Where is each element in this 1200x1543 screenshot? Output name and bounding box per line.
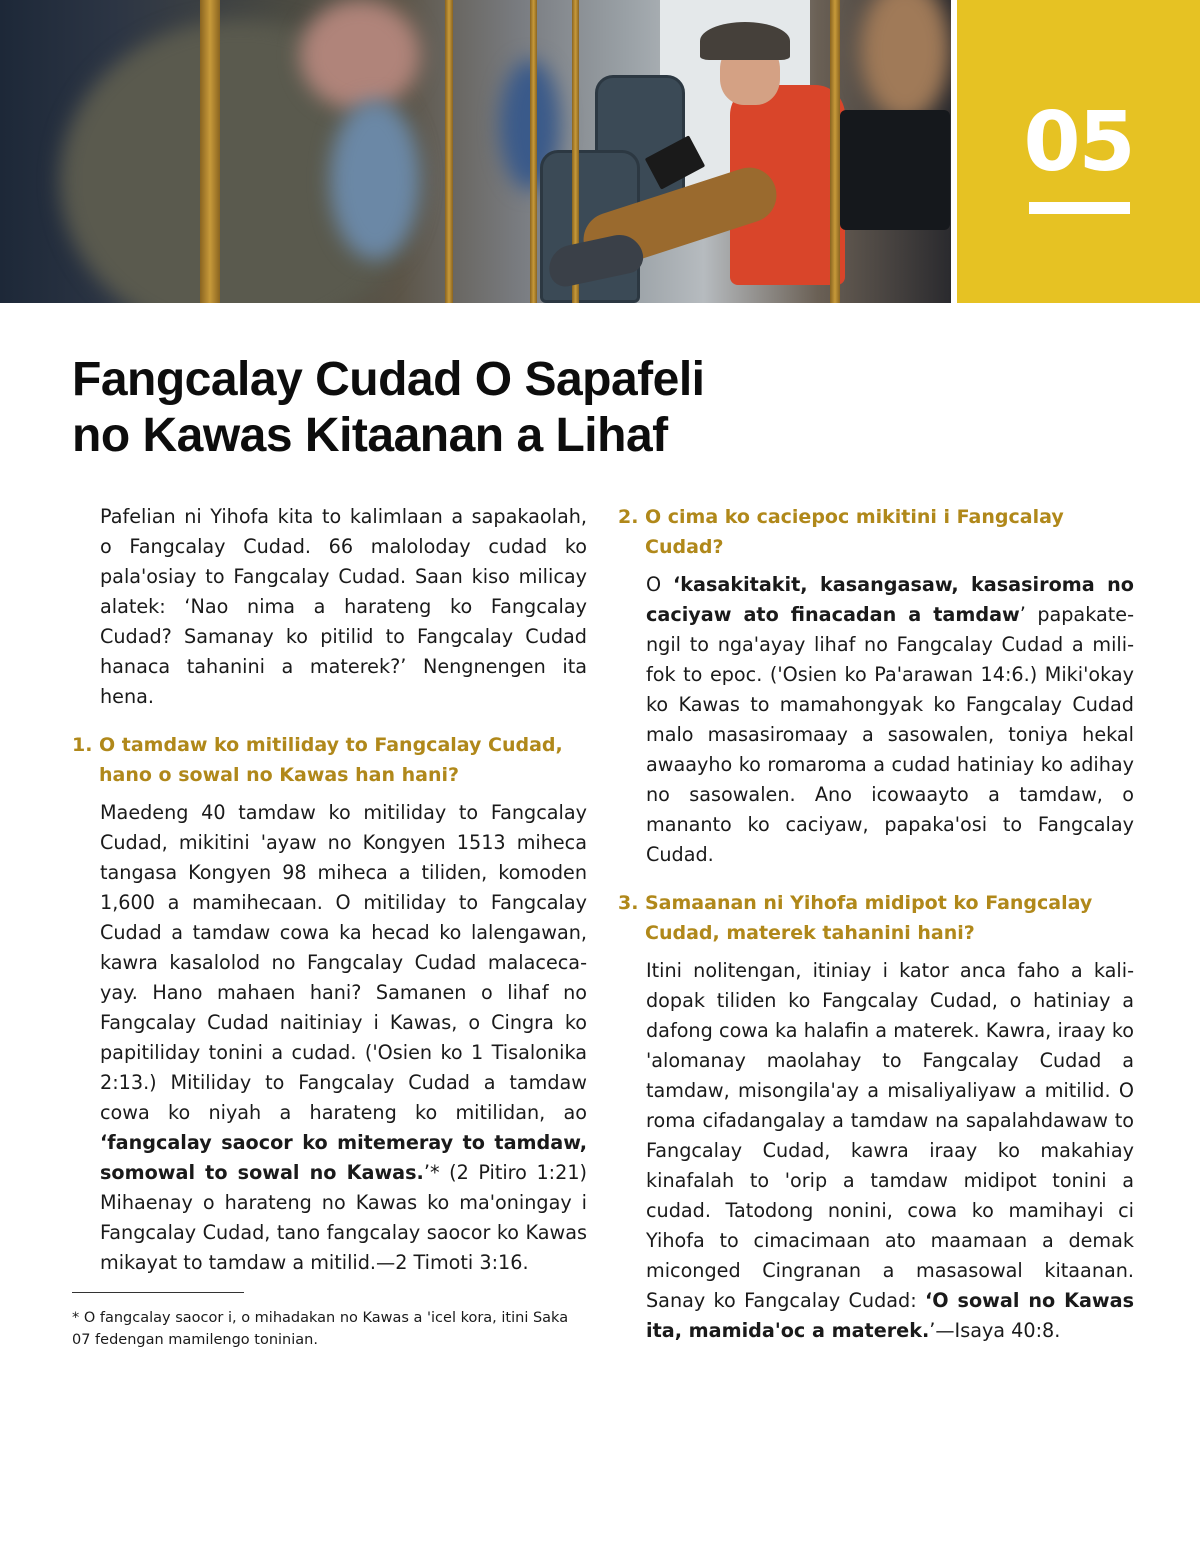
standing-passenger: [860, 0, 950, 120]
left-column: [72, 502, 587, 1351]
question-number: 1.: [72, 734, 93, 756]
title-line-1: Fangcalay Cudad O Sapafeli: [72, 353, 705, 406]
page-title: [72, 352, 832, 464]
right-column: [618, 502, 1134, 1346]
answer-paragraph: [618, 570, 1134, 870]
question-text: Samaanan ni Yihofa midipot ko Fangcalay Cudad, materek tahanini hani?: [645, 892, 1093, 944]
chapter-badge: [957, 0, 1200, 303]
footnote: * O fangcalay saocor i, o mihadakan no Kawas a 'icel kora, itini Saka 07 fedengan mamilengo toninian.: [72, 1310, 569, 1348]
chapter-number: 05: [1023, 95, 1134, 190]
question-number: 3.: [618, 892, 639, 914]
blurred-passenger-shirt: [330, 100, 420, 260]
question-number: 2.: [618, 506, 639, 528]
answer-text: O: [646, 573, 673, 596]
footnote-divider: [72, 1292, 244, 1293]
answer-paragraph: [72, 798, 587, 1278]
question-text: O cima ko caciepoc mikitini i Fangcalay Cudad?: [645, 506, 1064, 558]
answer-text: ’ papakatengil to nga'ayay lihaf no Fangcalay Cudad a milifok to epoc. ('Osien ko Pa'arawan 14:6.) Miki'okay ko Kawas to mamahongyak ko Fangcalay Cudad malo masasiromaay a sasowalen, toniya hekal awaayho ko romaroma a cudad hatiniay ko adihay no sasowalen. Ano icowaayto a tamdaw, o mananto ko caciyaw, papaka'osi to Fangcalay Cudad.: [646, 603, 1134, 866]
question-heading: [618, 888, 1134, 948]
answer-text: Maedeng 40 tamdaw ko mitiliday to Fangcalay Cudad, mikitini 'ayaw no Kongyen 1513 miheca tangasa Kongyen 98 miheca a tiliden, komoden 1,600 a mamihecaan. O mitiliday to Fangcalay Cudad a tamdaw cowa ka hecad ko lalengawan, kawra kasalolod no Fangcalay Cudad malacecayay. Hano mahaen hani? Samanen o lihaf no Fangcalay Cudad naitiniay i Kawas, o Cingra ko papitiliday tonini a cudad. ('Osien ko 1 Tisalonika 2:13.) Mitiliday to Fangcalay Cudad a tamdaw cowa ko niyah a harateng ko mitilidan, ao: [100, 801, 587, 1124]
answer-paragraph: [618, 956, 1134, 1346]
cap: [700, 22, 790, 60]
answer-quote: ‘kasakitakit, kasangasaw, kasasiroma no caciyaw ato finacadan a tamdaw: [646, 573, 1134, 626]
handbag: [840, 110, 950, 230]
chapter-underline: [1029, 202, 1130, 214]
question-text: O tamdaw ko mitiliday to Fangcalay Cudad, hano o sowal no Kawas han hani?: [99, 734, 563, 786]
hero-photo: [0, 0, 951, 303]
answer-text: Itini nolitengan, itiniay i kator anca faho a kalidopak tiliden ko Fangcalay Cudad, o hatiniay a dafong cowa ka halafin a materek. Kawra, iraay ko 'alomanay maolahay to Fangcalay Cudad a tamdaw, misongila'ay a misaliyaliyaw a mitilid. O roma cifadangalay a tamdaw na sapalahdawaw to Fangcalay Cudad, kawra iraay ko makahiay kinafalah to 'orip a tamdaw midipot tonini a cudad. Tatodong nonini, cowa ko mamihayi ci Yihofa to cimacimaan ato maamaan a demak miconged Cingranan a masasowal kitaanan. Sanay ko Fangcalay Cudad:: [646, 959, 1134, 1312]
intro-paragraph: Pafelian ni Yihofa kita to kalimlaan a sapakaolah, o Fangcalay Cudad. 66 maloloday cudad ko pala'osiay to Fangcalay Cudad. Saan kiso milicay alatek: ‘Nao nima a harateng ko Fangcalay Cudad? Samanay ko pitilid to Fangcalay Cudad hanaca tahanini a materek?’ Nengnengen ita hena.: [100, 505, 587, 708]
answer-text: ’* (2 Pitiro 1:21) Mihaenay o harateng no Kawas ko ma'oningay i Fangcalay Cudad, tano fangcalay saocor ko Kawas mikayat to tamdaw a mitilid.—2 Timoti 3:16.: [100, 1161, 588, 1274]
answer-quote: ‘fangcalay saocor ko mitemeray to tamdaw, somowal to sowal no Kawas.: [100, 1131, 587, 1184]
answer-text: ’—Isaya 40:8.: [929, 1319, 1061, 1342]
bus-pole: [530, 0, 537, 303]
bus-pole: [445, 0, 453, 303]
bus-pole: [200, 0, 220, 303]
blurred-passenger-head: [300, 0, 420, 110]
title-line-2: no Kawas Kitaanan a Lihaf: [72, 409, 668, 462]
question-heading: [618, 502, 1134, 562]
question-heading: [72, 730, 587, 790]
bus-pole: [830, 0, 840, 303]
answer-quote: ‘O sowal no Kawas ita, mamida'oc a materek.: [646, 1289, 1134, 1342]
